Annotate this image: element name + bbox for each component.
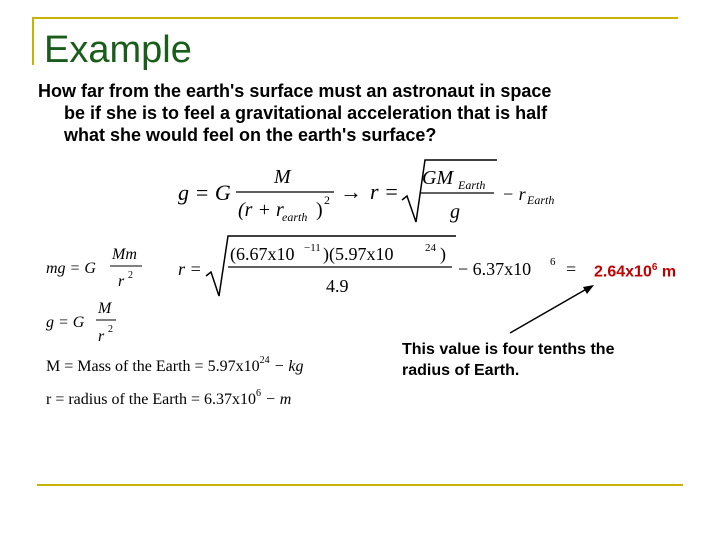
eq4-numerator: (6.67x10	[230, 244, 295, 264]
result-number: 2.64x10	[594, 263, 652, 281]
eq4-lhs: r =	[178, 259, 202, 279]
slide-title: Example	[44, 29, 192, 71]
annotation-note: This value is four tenths the radius of Earth.	[402, 341, 615, 379]
eq2-denominator: g	[450, 201, 460, 223]
eq4-exponent-2: 24	[425, 242, 436, 254]
eq4-exponent-3: 6	[550, 256, 556, 268]
result-exponent: 6	[651, 262, 658, 273]
question-line-1: How far from the earth's surface must an astronaut in space	[38, 81, 552, 101]
question-line-3: what she would feel on the earth's surface?	[64, 125, 437, 145]
radius-exponent: 6	[256, 388, 261, 399]
eq1-lhs: g = G	[178, 180, 231, 205]
eq5-denominator: r	[98, 328, 105, 345]
eq4-minus-value: − 6.37x10	[458, 259, 532, 279]
annotation-arrow-line	[510, 287, 590, 333]
eq1-numerator: M	[274, 166, 291, 188]
eq3-numerator: Mm	[112, 246, 137, 263]
implies-arrow: →	[340, 179, 362, 204]
eq3-denominator: r	[118, 273, 125, 290]
eq1-earth-subscript: earth	[282, 210, 308, 224]
result-value	[594, 262, 676, 281]
eq2-earth-subscript: Earth	[458, 178, 486, 192]
eq2-numerator: GM	[422, 167, 454, 189]
eq5-square: 2	[108, 324, 113, 335]
mass-definition-text: M = Mass of the Earth = 5.97x10	[46, 358, 260, 375]
eq2-earth-subscript-2: Earth	[527, 193, 555, 207]
eq3-lhs: mg = G	[46, 260, 96, 277]
radius-definition	[46, 388, 291, 408]
eq2-minus-r: − r	[502, 184, 526, 204]
eq3-square: 2	[128, 270, 133, 281]
eq5-numerator: M	[98, 300, 112, 317]
radius-unit: − m	[261, 391, 292, 408]
mass-exponent: 24	[259, 355, 270, 366]
eq4-equals: =	[566, 259, 577, 279]
eq4-exponent-1: −11	[304, 242, 321, 254]
eq4-denominator: 4.9	[326, 276, 349, 296]
result-unit: m	[657, 263, 677, 281]
question-line-2: be if she is to feel a gravitational acceleration that is half	[64, 103, 548, 123]
eq1-close-paren: )	[316, 199, 323, 221]
eq5-lhs: g = G	[46, 314, 85, 331]
eq1-denominator: (r + r	[238, 199, 284, 221]
mass-unit: − kg	[269, 358, 304, 375]
eq4-numerator-mid: )(5.97x10	[323, 244, 394, 264]
annotation-arrowhead	[583, 285, 594, 294]
eq1-square: 2	[324, 193, 330, 207]
eq4-close-paren: )	[440, 244, 446, 264]
mass-definition	[46, 355, 303, 375]
eq2-lhs: r =	[370, 179, 399, 204]
radius-definition-text: r = radius of the Earth = 6.37x10	[46, 391, 256, 408]
